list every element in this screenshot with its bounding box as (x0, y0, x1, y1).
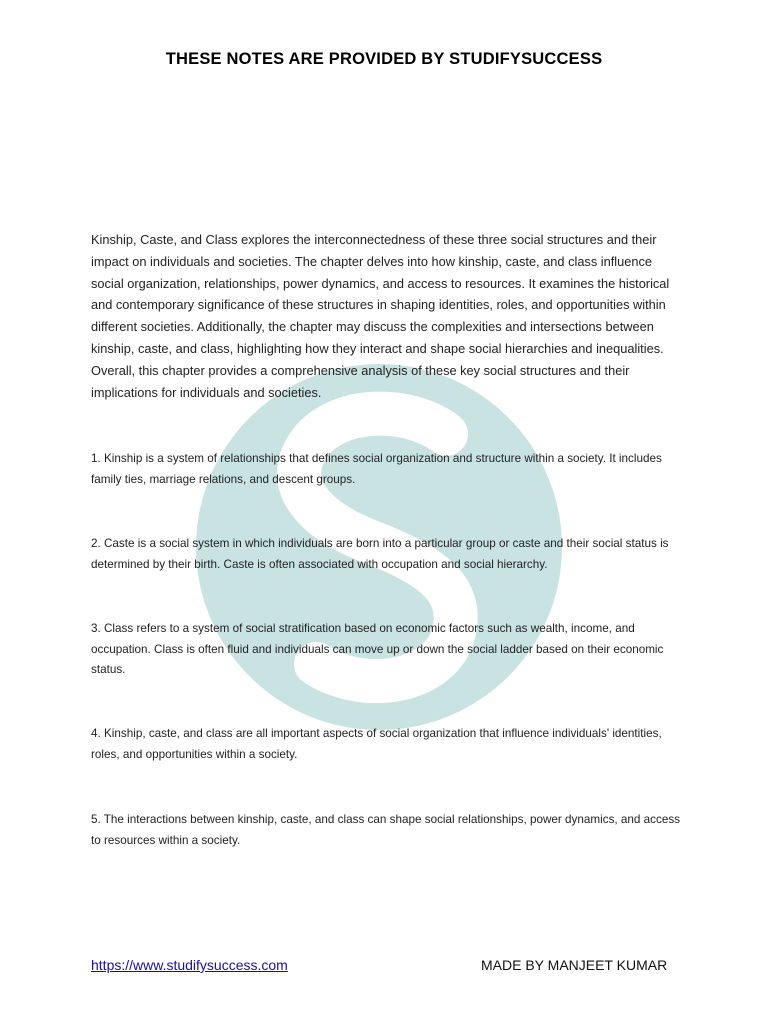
list-item-class: 3. Class refers to a system of social stratification based on economic factors such as wealth, income, and occupation. Class is often fluid and individuals can move up or down the social ladder based on their economic status. (91, 622, 664, 676)
list-item-social-organization: 4. Kinship, caste, and class are all important aspects of social organization that influence individuals' identities, roles, and opportunities within a society. (91, 727, 662, 761)
page-title: THESE NOTES ARE PROVIDED BY STUDIFYSUCCESS (165, 50, 603, 68)
author-credit: MADE BY MANJEET KUMAR (481, 957, 668, 973)
intro-paragraph: Kinship, Caste, and Class explores the interconnectedness of these three social structures and their impact on individuals and societies. The chapter delves into how kinship, caste, and class influence social organization, relationships, power dynamics, and access to resources. It examines the historical and contemporary significance of these structures in shaping identities, roles, and opportunities within different societies. Additionally, the chapter may discuss the complexities and intersections between kinship, caste, and class, highlighting how they interact and shape social hierarchies and inequalities. Overall, this chapter provides a comprehensive analysis of these key social structures and their implications for individuals and societies. (91, 232, 670, 400)
list-item-caste: 2. Caste is a social system in which individuals are born into a particular group or caste and their social status is determined by their birth. Caste is often associated with occupation and social hierarchy. (91, 537, 669, 571)
website-link[interactable]: https://www.studifysuccess.com (91, 957, 288, 973)
list-item-interactions: 5. The interactions between kinship, caste, and class can shape social relationships, power dynamics, and access to resources within a society. (91, 813, 681, 847)
list-item-kinship: 1. Kinship is a system of relationships that defines social organization and structure within a society. It includes family ties, marriage relations, and descent groups. (91, 452, 662, 486)
